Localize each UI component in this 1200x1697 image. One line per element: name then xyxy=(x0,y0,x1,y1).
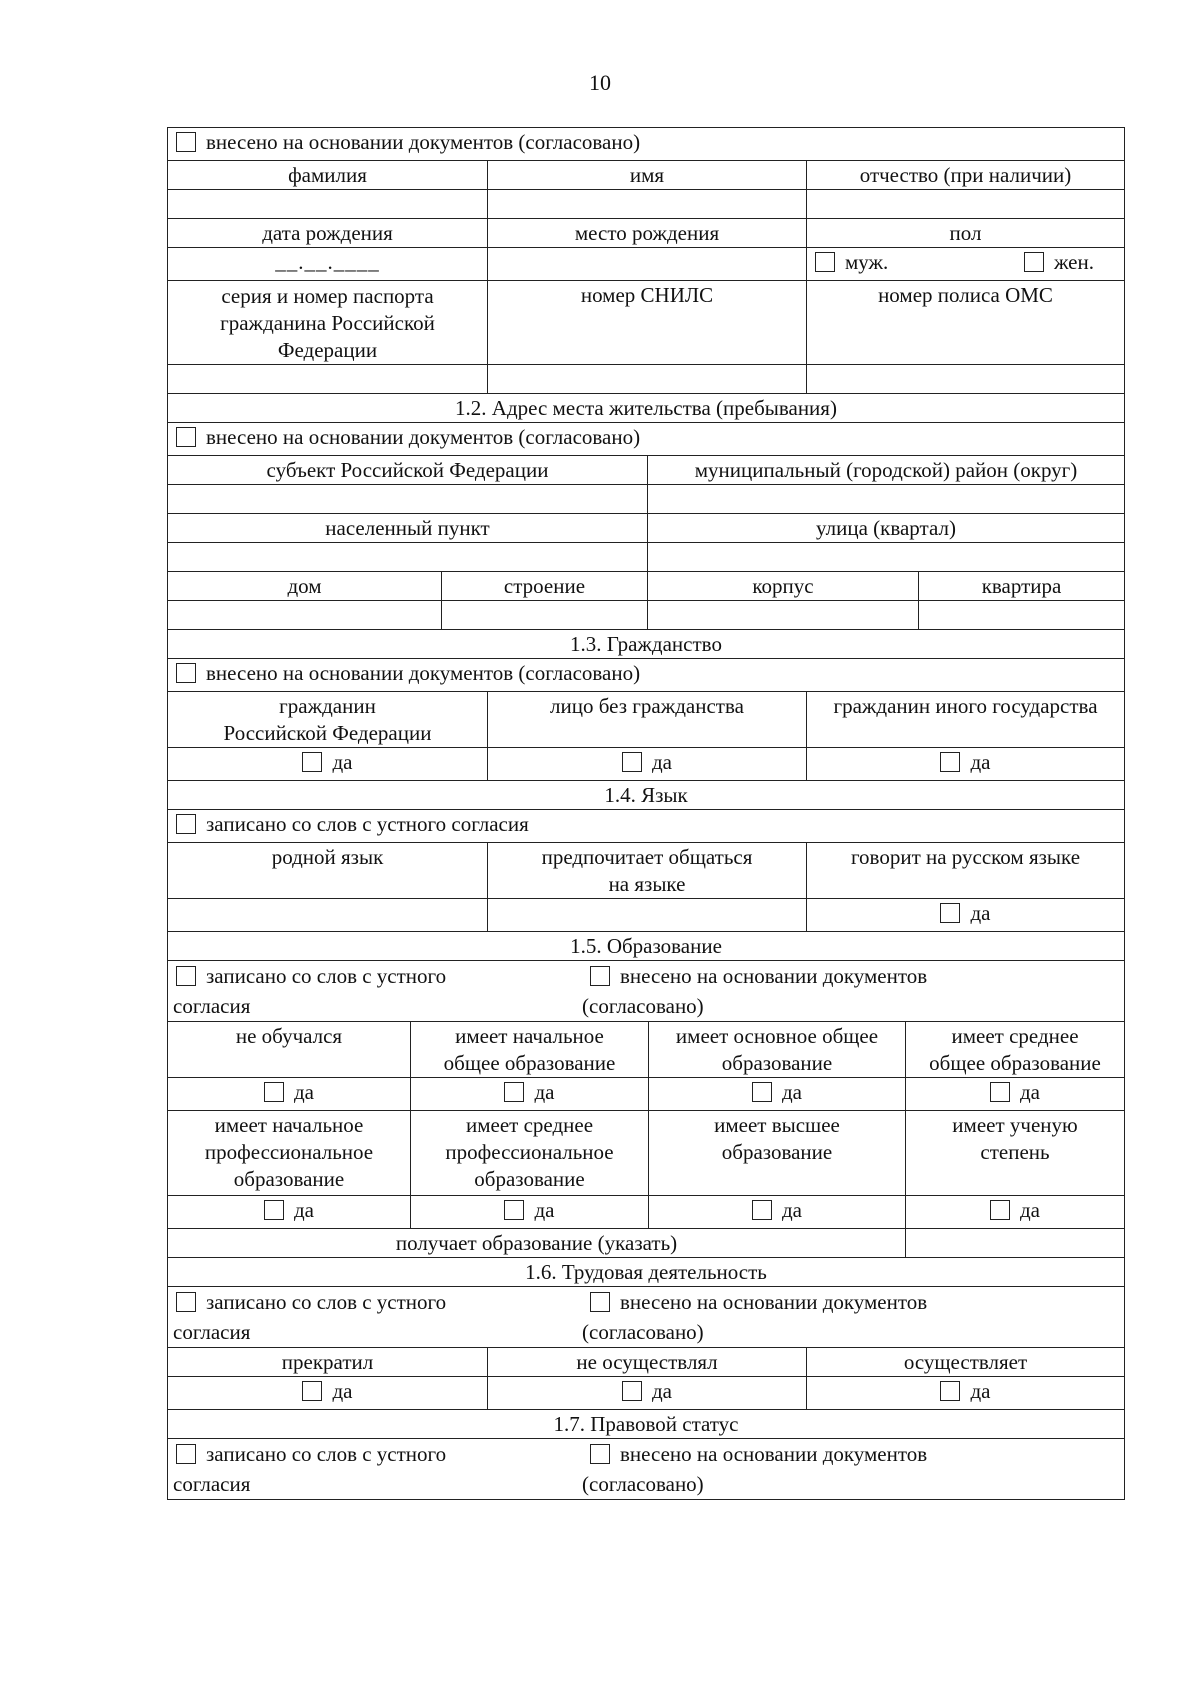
checkbox-docs[interactable] xyxy=(590,966,610,986)
form-table xyxy=(167,127,1125,1500)
checkbox[interactable] xyxy=(752,1082,772,1102)
col-building: строение xyxy=(441,572,647,600)
prof-secondary-yes: да xyxy=(410,1196,648,1228)
col-patronymic: отчество (при наличии) xyxy=(806,161,1124,189)
col-block: корпус xyxy=(647,572,918,600)
subject-field[interactable] xyxy=(168,485,647,513)
checkbox[interactable] xyxy=(264,1082,284,1102)
sex-options: муж. жен. xyxy=(806,248,1124,280)
col-prof-primary: имеет начальное профессиональное образование xyxy=(204,1113,374,1191)
employment-source-row: записано со слов с устного согласия внесено на основании документов (согласовано) xyxy=(173,1290,928,1344)
checkbox[interactable] xyxy=(940,752,960,772)
col-birthplace: место рождения xyxy=(487,219,806,247)
language-section-title: 1.4. Язык xyxy=(604,783,688,807)
checkbox[interactable] xyxy=(302,1381,322,1401)
building-field[interactable] xyxy=(441,601,647,629)
col-stateless: лицо без гражданства xyxy=(487,692,806,747)
col-house: дом xyxy=(287,574,322,598)
checkbox[interactable] xyxy=(622,1381,642,1401)
col-never-worked: не осуществлял xyxy=(487,1348,806,1376)
col-street: улица (квартал) xyxy=(647,514,1124,542)
foreign-yes: да xyxy=(806,748,1124,780)
basic-general-yes: да xyxy=(648,1078,905,1110)
legal-section-title: 1.7. Правовой статус xyxy=(553,1412,739,1436)
receiving-education-field[interactable] xyxy=(905,1229,1124,1257)
street-field[interactable] xyxy=(647,543,1124,571)
checkbox-male[interactable] xyxy=(815,252,835,272)
page-number: 10 xyxy=(589,70,611,95)
employment-section-title: 1.6. Трудовая деятельность xyxy=(525,1260,767,1284)
checkbox[interactable] xyxy=(990,1200,1010,1220)
col-passport: серия и номер паспорта гражданина Российской Федерации xyxy=(220,284,435,362)
col-birthdate: дата рождения xyxy=(262,221,393,245)
checkbox[interactable] xyxy=(176,132,196,152)
col-basic-general: имеет основное общее образование xyxy=(648,1022,905,1077)
education-section-title: 1.5. Образование xyxy=(570,934,722,958)
stateless-yes: да xyxy=(487,748,806,780)
working-yes: да xyxy=(806,1377,1124,1409)
checkbox[interactable] xyxy=(990,1082,1010,1102)
secondary-general-yes: да xyxy=(905,1078,1124,1110)
citizen-rf-yes: да xyxy=(168,748,487,780)
checkbox-female[interactable] xyxy=(1024,252,1044,272)
checkbox[interactable] xyxy=(940,903,960,923)
person-docs-checkbox-row: внесено на основании документов (согласовано) xyxy=(168,128,1124,160)
snils-field[interactable] xyxy=(487,365,806,393)
address-section-title: 1.2. Адрес места жительства (пребывания) xyxy=(455,396,837,420)
checkbox[interactable] xyxy=(302,752,322,772)
col-degree: имеет ученую степень xyxy=(905,1111,1124,1195)
checkbox[interactable] xyxy=(176,663,196,683)
col-higher: имеет высшее образование xyxy=(648,1111,905,1195)
col-citizen-rf: гражданин Российской Федерации xyxy=(223,694,432,745)
citizenship-docs-checkbox-row: внесено на основании документов (согласовано) xyxy=(168,659,1124,691)
col-name: имя xyxy=(487,161,806,189)
legal-source-row: записано со слов с устного согласия внесено на основании документов (согласовано) xyxy=(173,1442,928,1496)
oms-field[interactable] xyxy=(806,365,1124,393)
checkbox-oral[interactable] xyxy=(176,1444,196,1464)
block-field[interactable] xyxy=(647,601,918,629)
receiving-education-label: получает образование (указать) xyxy=(395,1231,678,1255)
address-docs-checkbox-row: внесено на основании документов (согласовано) xyxy=(168,423,1124,455)
house-field[interactable] xyxy=(168,601,441,629)
checkbox[interactable] xyxy=(752,1200,772,1220)
apartment-field[interactable] xyxy=(918,601,1124,629)
locality-field[interactable] xyxy=(168,543,647,571)
col-locality: населенный пункт xyxy=(325,516,490,540)
col-no-education: не обучался xyxy=(235,1024,343,1048)
checkbox-docs[interactable] xyxy=(590,1292,610,1312)
col-native-language: родной язык xyxy=(271,845,384,869)
col-subject: субъект Российской Федерации xyxy=(266,458,549,482)
checkbox[interactable] xyxy=(622,752,642,772)
primary-general-yes: да xyxy=(410,1078,648,1110)
col-snils: номер СНИЛС xyxy=(487,281,806,364)
no-education-yes: да xyxy=(168,1078,410,1110)
speaks-russian-yes: да xyxy=(806,899,1124,931)
checkbox[interactable] xyxy=(176,814,196,834)
checkbox[interactable] xyxy=(504,1082,524,1102)
col-primary-general: имеет начальное общее образование xyxy=(410,1022,648,1077)
col-preferred-language: предпочитает общаться на языке xyxy=(487,843,806,898)
name-field[interactable] xyxy=(487,190,806,218)
prof-primary-yes: да xyxy=(168,1196,410,1228)
col-secondary-general: имеет среднее общее образование xyxy=(905,1022,1124,1077)
surname-field[interactable] xyxy=(168,190,487,218)
checkbox[interactable] xyxy=(940,1381,960,1401)
stopped-yes: да xyxy=(168,1377,487,1409)
degree-yes: да xyxy=(905,1196,1124,1228)
checkbox[interactable] xyxy=(176,427,196,447)
education-source-row: записано со слов с устного согласия внесено на основании документов (согласовано) xyxy=(173,964,928,1018)
col-apartment: квартира xyxy=(918,572,1124,600)
passport-field[interactable] xyxy=(168,365,487,393)
col-prof-secondary: имеет среднее профессиональное образование xyxy=(410,1111,648,1195)
col-working: осуществляет xyxy=(806,1348,1124,1376)
checkbox-oral[interactable] xyxy=(176,1292,196,1312)
native-language-field[interactable] xyxy=(168,899,487,931)
col-oms: номер полиса ОМС xyxy=(806,281,1124,364)
birthplace-field[interactable] xyxy=(487,248,806,280)
never-worked-yes: да xyxy=(487,1377,806,1409)
col-foreign: гражданин иного государства xyxy=(806,692,1124,747)
birthdate-field[interactable]: __.__.____ xyxy=(275,250,380,274)
checkbox[interactable] xyxy=(504,1200,524,1220)
language-oral-checkbox-row: записано со слов с устного согласия xyxy=(168,810,1124,842)
col-speaks-russian: говорит на русском языке xyxy=(806,843,1124,898)
higher-yes: да xyxy=(648,1196,905,1228)
checkbox-docs[interactable] xyxy=(590,1444,610,1464)
checkbox[interactable] xyxy=(264,1200,284,1220)
district-field[interactable] xyxy=(647,485,1124,513)
patronymic-field[interactable] xyxy=(806,190,1124,218)
col-stopped: прекратил xyxy=(281,1350,374,1374)
preferred-language-field[interactable] xyxy=(487,899,806,931)
col-surname: фамилия xyxy=(288,163,367,187)
citizenship-section-title: 1.3. Гражданство xyxy=(570,632,722,656)
checkbox-oral[interactable] xyxy=(176,966,196,986)
col-sex: пол xyxy=(806,219,1124,247)
col-district: муниципальный (городской) район (округ) xyxy=(647,456,1124,484)
